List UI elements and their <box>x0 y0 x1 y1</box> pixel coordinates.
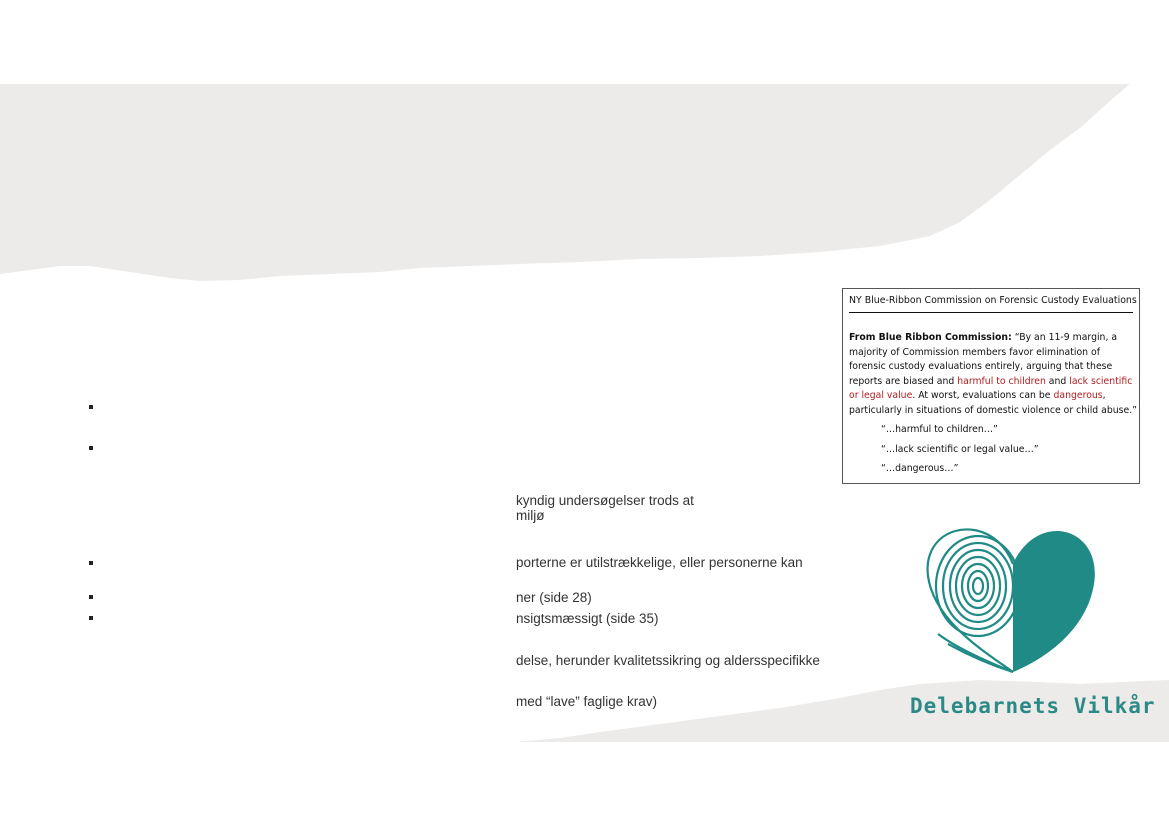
quote-text: . At worst, evaluations can be <box>912 390 1054 401</box>
pull-quote: “…harmful to children…” <box>881 424 998 435</box>
bullet-marker <box>89 561 93 565</box>
bullet-marker <box>89 616 93 620</box>
bullet-marker <box>89 405 93 409</box>
text-fragment: nsigtsmæssigt (side 35) <box>516 611 659 626</box>
text-fragment: delse, herunder kvalitetssikring og aldersspecifikke <box>516 653 820 668</box>
quote-box-body <box>849 331 1137 418</box>
quote-highlight: dangerous <box>1053 390 1103 401</box>
quote-box-divider <box>849 312 1133 313</box>
bullet-marker <box>89 446 93 450</box>
text-fragment: ner (side 28) <box>516 590 592 605</box>
text-fragment: porterne er utilstrækkelige, eller personerne kan <box>516 555 803 570</box>
text-fragment: miljø <box>516 508 545 523</box>
commission-quote-box <box>842 288 1140 484</box>
top-torn-paper <box>0 84 1130 281</box>
logo-wordmark: Delebarnets Vilkår <box>910 694 1156 718</box>
quote-highlight: lack scientific or legal value <box>849 375 1133 401</box>
pull-quote: “…dangerous…” <box>881 463 959 474</box>
text-fragment: med “lave” faglige krav) <box>516 694 658 709</box>
text-fragment: kyndig undersøgelser trods at <box>516 493 694 508</box>
bullet-marker <box>89 595 93 599</box>
quote-text: , particularly in situations of domestic violence or child abuse.” <box>849 390 1137 416</box>
quote-lead: From Blue Ribbon Commission: <box>849 332 1012 343</box>
quote-text: “By an 11-9 margin, a majority of Commission members favor elimination of forensic custody evaluations entirely, arguing that these reports are biased and <box>849 332 1118 387</box>
quote-highlight: harmful to children <box>957 375 1046 387</box>
quote-box-title: NY Blue-Ribbon Commission on Forensic Custody Evaluations <box>849 295 1137 306</box>
pull-quote: “…lack scientific or legal value…” <box>881 444 1039 455</box>
quote-text: and <box>1045 375 1070 387</box>
